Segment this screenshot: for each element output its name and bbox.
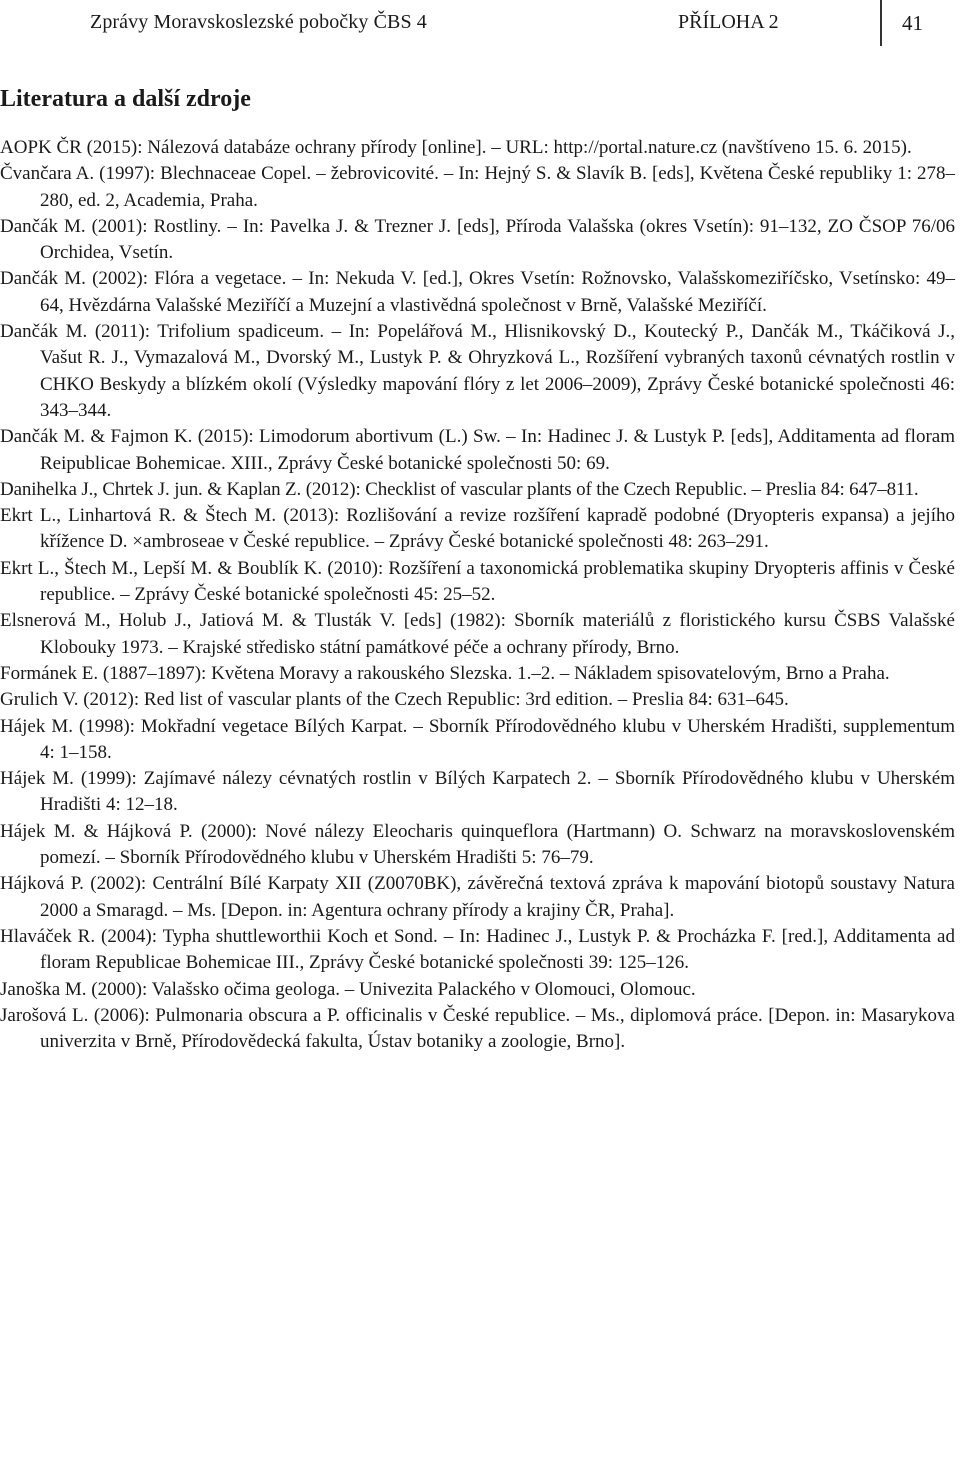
reference-item: Hlaváček R. (2004): Typha shuttleworthii Koch et Sond. – In: Hadinec J., Lustyk P. & Procházka F. [red.], Additamenta ad floram Republicae Bohemicae III., Zprávy České botanické společnosti 39: 125–126. <box>0 925 955 974</box>
page-number: 41 <box>902 11 923 35</box>
reference-item: Dančák M. (2002): Flóra a vegetace. – In: Nekuda V. [ed.], Okres Vsetín: Rožnovsko, Valašskomeziříčsko, Vsetínsko: 49–64, Hvězdárna Valašské Meziříčí a Muzejní a vlastivědná společnost v Brně, Valašské Meziříčí. <box>0 268 955 316</box>
reference-item: Formánek E. (1887–1897): Květena Moravy a rakouského Slezska. 1.–2. – Nákladem spisovatelovým, Brno a Praha. <box>0 662 890 684</box>
journal-title: Zprávy Moravskoslezské pobočky ČBS 4 <box>90 11 427 33</box>
reference-item: Čvančara A. (1997): Blechnaceae Copel. – žebrovicovité. – In: Hejný S. & Slavík B. [eds], Květena České republiky 1: 278–280, ed. 2, Academia, Praha. <box>0 163 955 211</box>
reference-list <box>0 135 955 1055</box>
reference-item: Janoška M. (2000): Valašsko očima geologa. – Univezita Palackého v Olomouci, Olomouc. <box>0 978 696 1000</box>
header-divider <box>880 0 882 46</box>
reference-item: Danihelka J., Chrtek J. jun. & Kaplan Z. (2012): Checklist of vascular plants of the Czech Republic. – Preslia 84: 647–811. <box>0 478 919 500</box>
reference-item: Hájková P. (2002): Centrální Bílé Karpaty XII (Z0070BK), závěrečná textová zpráva k mapování biotopů soustavy Natura 2000 a Smaragd. – Ms. [Depon. in: Agentura ochrany přírody a krajiny ČR, Praha]. <box>0 873 955 921</box>
reference-item: Hájek M. (1999): Zajímavé nálezy cévnatých rostlin v Bílých Karpatech 2. – Sborník Přírodovědného klubu v Uherském Hradišti 4: 12–18. <box>0 768 955 816</box>
reference-item: Ekrt L., Štech M., Lepší M. & Boublík K. (2010): Rozšíření a taxonomická problematika skupiny Dryopteris affinis v České republice. – Zprávy České botanické společnosti 45: 25–52. <box>0 557 955 606</box>
reference-item: Dančák M. & Fajmon K. (2015): Limodorum abortivum (L.) Sw. – In: Hadinec J. & Lustyk P. [eds], Additamenta ad floram Reipublicae Bohemicae. XIII., Zprávy České botanické společnosti 50: 69. <box>0 426 955 474</box>
reference-item: Ekrt L., Linhartová R. & Štech M. (2013): Rozlišování a revize rozšíření kapradě podobné (Dryopteris expansa) a jejího křížence D. ×ambroseae v České republice. – Zprávy České botanické společnosti 48: 263–291. <box>0 505 955 553</box>
section-title: Literatura a další zdroje <box>0 86 251 112</box>
reference-item: Dančák M. (2001): Rostliny. – In: Pavelka J. & Trezner J. [eds], Příroda Valašska (okres Vsetín): 91–132, ZO ČSOP 76/06 Orchidea, Vsetín. <box>0 215 955 264</box>
reference-item: Hájek M. (1998): Mokřadní vegetace Bílých Karpat. – Sborník Přírodovědného klubu v Uherském Hradišti, supplementum 4: 1–158. <box>0 715 955 763</box>
reference-item: Grulich V. (2012): Red list of vascular plants of the Czech Republic: 3rd edition. – Preslia 84: 631–645. <box>0 689 789 711</box>
appendix-label: PŘÍLOHA 2 <box>678 11 779 33</box>
page-header <box>0 0 960 52</box>
reference-item: AOPK ČR (2015): Nálezová databáze ochrany přírody [online]. – URL: http://portal.nature.cz (navštíveno 15. 6. 2015). <box>0 137 912 158</box>
reference-item: Hájek M. & Hájková P. (2000): Nové nálezy Eleocharis quinqueflora (Hartmann) O. Schwarz na moravskoslovenském pomezí. – Sborník Přírodovědného klubu v Uherském Hradišti 5: 76–79. <box>0 820 955 869</box>
reference-item: Jarošová L. (2006): Pulmonaria obscura a P. officinalis v České republice. – Ms., diplomová práce. [Depon. in: Masarykova univerzita v Brně, Přírodovědecká fakulta, Ústav botaniky a zoologie, Brno]. <box>0 1004 955 1053</box>
reference-item: Dančák M. (2011): Trifolium spadiceum. – In: Popelářová M., Hlisnikovský D., Koutecký P., Dančák M., Tkáčiková J., Vašut R. J., Vymazalová M., Dvorský M., Lustyk P. & Ohryzková L., Rozšíření vybraných taxonů cévnatých rostlin v CHKO Beskydy a blízkém okolí (Výsledky mapování flóry z let 2006–2009), Zprávy České botanické společnosti 46: 343–344. <box>0 321 955 421</box>
reference-item: Elsnerová M., Holub J., Jatiová M. & Tlusták V. [eds] (1982): Sborník materiálů z floristického kursu ČSBS Valašské Klobouky 1973. – Krajské středisko státní památkové péče a ochrany přírody, Brno. <box>0 610 955 658</box>
